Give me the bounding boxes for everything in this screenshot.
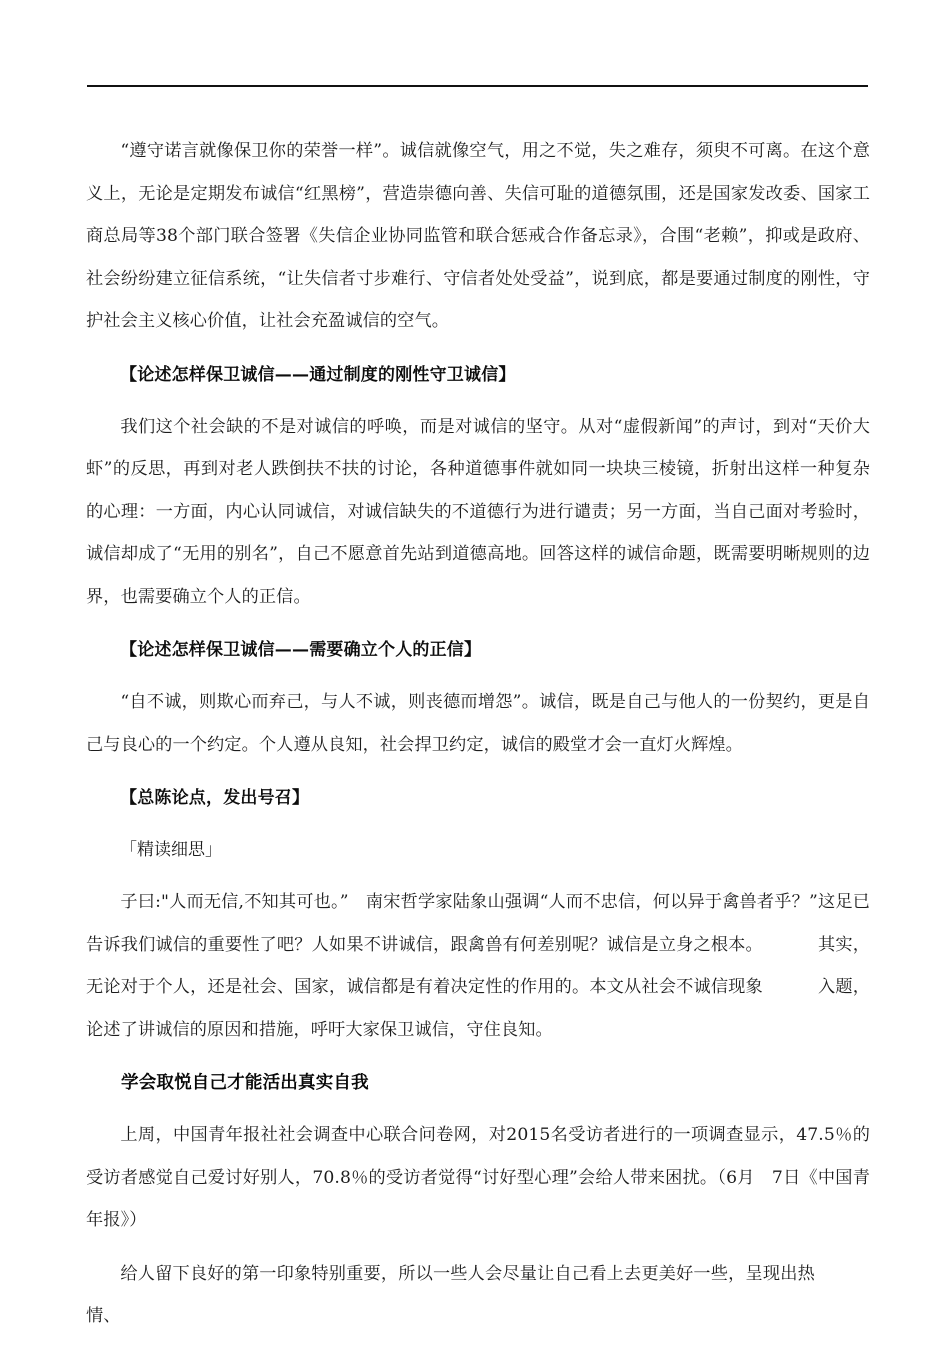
- paragraph-society-lacks-adherence: 我们这个社会缺的不是对诚信的呼唤，而是对诚信的坚守。从对“虚假新闻”的声讨，到对“天价大虾”的反思，再到对老人跌倒扶不扶的讨论，各种道德事件就如同一块块三棱镜，折射出这样一种复杂的心理：一方面，内心认同诚信，对诚信缺失的不道德行为进行谴责；另一方面，当自己面对考验时，诚信却成了“无用的别名”，自己不愿意首先站到道德高地。回答这样的诚信命题，既需要明晰规则的边界，也需要确立个人的正信。: [86, 416, 870, 607]
- document-body: [86, 130, 870, 1349]
- marker-close-reading: 「精读细思」: [120, 840, 222, 860]
- paragraph-segment: 入题，论述了讲诚信的原因和措施，呼吁大家保卫诚信，守住良知。: [86, 977, 870, 1040]
- paragraph-segment: 其实，无论对于个人，还是社会、国家，诚信都是有着决定性的作用的。本文从社会不诚信现象: [86, 934, 870, 997]
- heading-defend-integrity-institution: 【论述怎样保卫诚信——通过制度的刚性守卫诚信】: [120, 364, 516, 385]
- paragraph-segment: 给人留下良好的第一印象特别重要，所以一些人会尽量让自己看上去更美好一些，呈现出热: [120, 1263, 815, 1284]
- page-header: [0, 0, 950, 110]
- paragraph-survey-statistics: [86, 1114, 870, 1242]
- heading-defend-integrity-personal-faith: 【论述怎样保卫诚信——需要确立个人的正信】: [120, 640, 482, 660]
- paragraph-segment: 情、: [86, 1306, 121, 1326]
- paragraph-segment: 7日《中国青年报》）: [86, 1167, 870, 1230]
- paragraph-confucius-analysis: [86, 881, 870, 1051]
- paragraph-first-impression: [86, 1253, 870, 1338]
- paragraph-self-honesty-covenant: “自不诚，则欺心而弃己，与人不诚，则丧德而增怨”。诚信，既是自己与他人的一份契约，更是自己与良心的一个约定。个人遵从良知，社会捍卫约定，诚信的殿堂才会一直灯火辉煌。: [86, 692, 870, 755]
- paragraph-integrity-institution: “遵守诺言就像保卫你的荣誉一样”。诚信就像空气，用之不觉，失之难存，须臾不可离。在这个意义上，无论是定期发布诚信“红黑榜”，营造崇德向善、失信可耻的道德氛围，还是国家发改委、国家工商总局等38个部门联合签署《失信企业协同监管和联合惩戒合作备忘录》，合围“老赖”，抑或是政府、社会纷纷建立征信系统，“让失信者寸步难行、守信者处处受益”，说到底，都是要通过制度的刚性，守护社会主义核心价值，让社会充盈诚信的空气。: [86, 141, 870, 331]
- section-title-please-yourself: 学会取悦自己才能活出真实自我: [121, 1073, 369, 1093]
- header-rule-divider: [87, 85, 868, 87]
- paragraph-segment: 南宋哲学家陆象山强调“人而不忠信，何以异于禽兽者乎？”这足已告诉我们诚信的重要性了吧？人如果不讲诚信，跟禽兽有何差别呢？诚信是立身之根本。: [86, 892, 870, 955]
- paragraph-segment: 子曰:"人而无信,不知其可也。”: [120, 892, 349, 912]
- paragraph-segment: 上周，中国青年报社社会调查中心联合问卷网，对2015名受访者进行的一项调查显示，47.5％的受访者感觉自己爱讨好别人，70.8％的受访者觉得“讨好型心理”会给人带来困扰。（6月: [86, 1125, 870, 1188]
- heading-summary-call-to-action: 【总陈论点，发出号召】: [120, 788, 310, 808]
